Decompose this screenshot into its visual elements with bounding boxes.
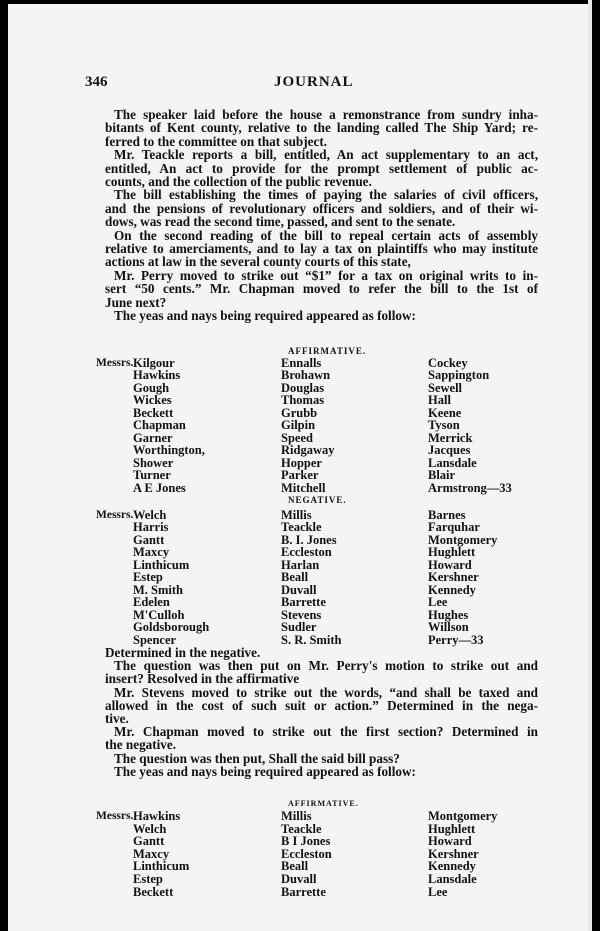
member-name: Lansdale bbox=[428, 872, 477, 886]
member-name: Chapman bbox=[133, 418, 186, 433]
member-name: Hughlett bbox=[428, 821, 476, 836]
journal-page bbox=[8, 4, 588, 931]
member-name: Beall bbox=[281, 570, 309, 585]
member-name: Hughlett bbox=[428, 545, 476, 560]
member-name: Howard bbox=[428, 557, 472, 572]
member-name: Edelen bbox=[133, 595, 170, 610]
text-line: The yeas and nays being required appeared as follow: bbox=[114, 763, 416, 779]
member-name: Montgomery bbox=[428, 809, 498, 823]
member-name: Howard bbox=[428, 834, 472, 849]
member-name: Willson bbox=[428, 620, 469, 635]
text-line: The speaker laid before the house a remonstrance from sundry inha- bbox=[114, 107, 538, 122]
member-name: Maxcy bbox=[133, 846, 170, 861]
messrs-label: Messrs. bbox=[96, 810, 134, 822]
member-name: Hall bbox=[428, 393, 451, 408]
member-name: Welch bbox=[133, 508, 167, 522]
text-line: sert “50 cents.” Mr. Chapman moved to refer the bill to the 1st of bbox=[105, 281, 538, 297]
text-line: dows, was read the second time, passed, and sent to the senate. bbox=[105, 214, 456, 230]
member-name: Gantt bbox=[133, 834, 165, 849]
member-name: Stevens bbox=[281, 607, 322, 622]
member-name: Beckett bbox=[133, 405, 174, 420]
member-name: Blair bbox=[428, 468, 456, 483]
text-line: insert? Resolved in the affirmative bbox=[105, 671, 300, 687]
member-name: Garner bbox=[133, 430, 173, 445]
member-name: Jacques bbox=[428, 443, 471, 458]
member-name: B I Jones bbox=[281, 834, 331, 849]
member-name: Sappington bbox=[428, 368, 490, 383]
member-name: Barnes bbox=[428, 508, 466, 522]
member-name: Beall bbox=[281, 859, 309, 874]
member-name: Kennedy bbox=[428, 859, 476, 874]
member-name: Keene bbox=[428, 405, 462, 420]
affirmative-heading: AFFIRMATIVE. bbox=[288, 346, 367, 356]
member-name: Kilgour bbox=[133, 356, 175, 370]
member-name: Eccleston bbox=[281, 846, 332, 861]
member-name: Armstrong—33 bbox=[428, 480, 512, 495]
member-name: Tyson bbox=[428, 418, 460, 433]
member-name: Hawkins bbox=[133, 809, 181, 823]
member-name: Kershner bbox=[428, 570, 479, 585]
page-number: 346 bbox=[85, 74, 108, 90]
member-name: Duvall bbox=[281, 582, 317, 597]
messrs-label: Messrs. bbox=[96, 357, 134, 369]
member-name: Speed bbox=[281, 430, 313, 445]
member-name: Lansdale bbox=[428, 455, 477, 470]
member-name: Wickes bbox=[133, 393, 172, 408]
text-line: The bill establishing the times of paying the salaries of civil officers, bbox=[114, 187, 538, 203]
member-name: Barrette bbox=[281, 884, 326, 899]
member-name: Parker bbox=[281, 468, 319, 483]
member-name: Thomas bbox=[281, 393, 325, 408]
member-name: Grubb bbox=[281, 405, 318, 420]
text-line: actions at law in the several county courts of this state, bbox=[105, 254, 411, 270]
member-name: Kennedy bbox=[428, 582, 476, 597]
member-name: Linthicum bbox=[133, 557, 190, 572]
text-line: entitled, An act to provide for the prompt settlement of public ac- bbox=[105, 160, 538, 176]
text-line: June next? bbox=[105, 294, 167, 310]
member-name: Sudler bbox=[281, 620, 317, 635]
negative-heading: NEGATIVE. bbox=[288, 495, 347, 505]
member-name: Brohawn bbox=[281, 368, 331, 383]
member-name: Montgomery bbox=[428, 532, 498, 547]
member-name: Turner bbox=[133, 468, 171, 483]
member-name: Gantt bbox=[133, 532, 165, 547]
member-name: Worthington, bbox=[133, 443, 205, 458]
text-line: ferred to the committee on that subject. bbox=[105, 133, 328, 149]
text-line: Mr. Teackle reports a bill, entitled, An act supplementary to an act, bbox=[114, 147, 538, 163]
member-name: Hawkins bbox=[133, 368, 181, 383]
member-name: Spencer bbox=[133, 632, 177, 647]
member-name: Barrette bbox=[281, 595, 326, 610]
text-line: On the second reading of the bill to repeal certain acts of assembly bbox=[114, 227, 538, 243]
member-name: Estep bbox=[133, 872, 163, 886]
member-name: Millis bbox=[281, 508, 312, 522]
member-name: Harlan bbox=[281, 557, 320, 572]
member-name: Welch bbox=[133, 821, 167, 836]
member-name: Harris bbox=[133, 520, 169, 535]
member-name: Linthicum bbox=[133, 859, 190, 874]
member-name: S. R. Smith bbox=[281, 632, 342, 647]
text-line: relative to amerciaments, and to lay a tax on plaintiffs who may institute bbox=[105, 241, 538, 256]
member-name: Teackle bbox=[281, 821, 322, 836]
member-name: Millis bbox=[281, 809, 312, 823]
affirmative-heading: AFFIRMATIVE. bbox=[288, 799, 359, 808]
messrs-label: Messrs. bbox=[96, 509, 134, 521]
text-line: Mr. Perry moved to strike out “$1” for a tax on original writs to in- bbox=[114, 267, 538, 283]
member-name: M. Smith bbox=[133, 582, 183, 597]
text-line: The question was then put, Shall the said bill pass? bbox=[114, 750, 400, 766]
member-name: Eccleston bbox=[281, 545, 332, 560]
member-name: Estep bbox=[133, 570, 163, 585]
member-name: Hopper bbox=[281, 455, 322, 470]
member-name: Duvall bbox=[281, 872, 317, 886]
member-name: Perry—33 bbox=[428, 632, 484, 647]
text-line: allowed in the cost of such suit or action.” Determined in the nega- bbox=[105, 697, 538, 713]
text-line: Mr. Chapman moved to strike out the first section? Determined in bbox=[114, 724, 538, 740]
page-title: JOURNAL bbox=[274, 74, 354, 90]
text-line: The yeas and nays being required appeared as follow: bbox=[114, 308, 416, 323]
member-name: Lee bbox=[428, 595, 448, 610]
member-name: Mitchell bbox=[281, 480, 326, 495]
member-name: Hughes bbox=[428, 607, 469, 622]
member-name: Gilpin bbox=[281, 418, 316, 433]
member-name: Ennalls bbox=[281, 356, 322, 370]
text-line: bitants of Kent county, relative to the landing called The Ship Yard; re- bbox=[105, 120, 538, 136]
text-line: The question was then put on Mr. Perry's motion to strike out and bbox=[114, 658, 538, 674]
text-line: Determined in the negative. bbox=[105, 645, 261, 660]
member-name: Ridgaway bbox=[281, 443, 335, 458]
member-name: Lee bbox=[428, 884, 448, 899]
member-name: A E Jones bbox=[133, 480, 186, 495]
scan-border bbox=[588, 0, 592, 931]
text-line: Mr. Stevens moved to strike out the words, “and shall be taxed and bbox=[114, 684, 538, 700]
text-line: tive. bbox=[105, 711, 129, 726]
text-line: counts, and the collection of the public revenue. bbox=[105, 174, 372, 189]
member-name: Maxcy bbox=[133, 545, 170, 560]
member-name: Goldsborough bbox=[133, 620, 210, 635]
member-name: B. I. Jones bbox=[281, 532, 337, 547]
text-line: and the pensions of revolutionary officers and soldiers, and of their wi- bbox=[105, 200, 538, 216]
member-name: Gough bbox=[133, 380, 170, 395]
text-line: the negative. bbox=[105, 737, 177, 753]
member-name: Farquhar bbox=[428, 520, 480, 535]
member-name: Shower bbox=[133, 455, 174, 470]
member-name: Douglas bbox=[281, 380, 325, 395]
member-name: Teackle bbox=[281, 520, 322, 535]
member-name: Sewell bbox=[428, 380, 463, 395]
member-name: Beckett bbox=[133, 884, 174, 899]
member-name: Merrick bbox=[428, 430, 473, 445]
member-name: Cockey bbox=[428, 356, 468, 370]
member-name: Kershner bbox=[428, 846, 479, 861]
member-name: M'Culloh bbox=[133, 607, 185, 622]
